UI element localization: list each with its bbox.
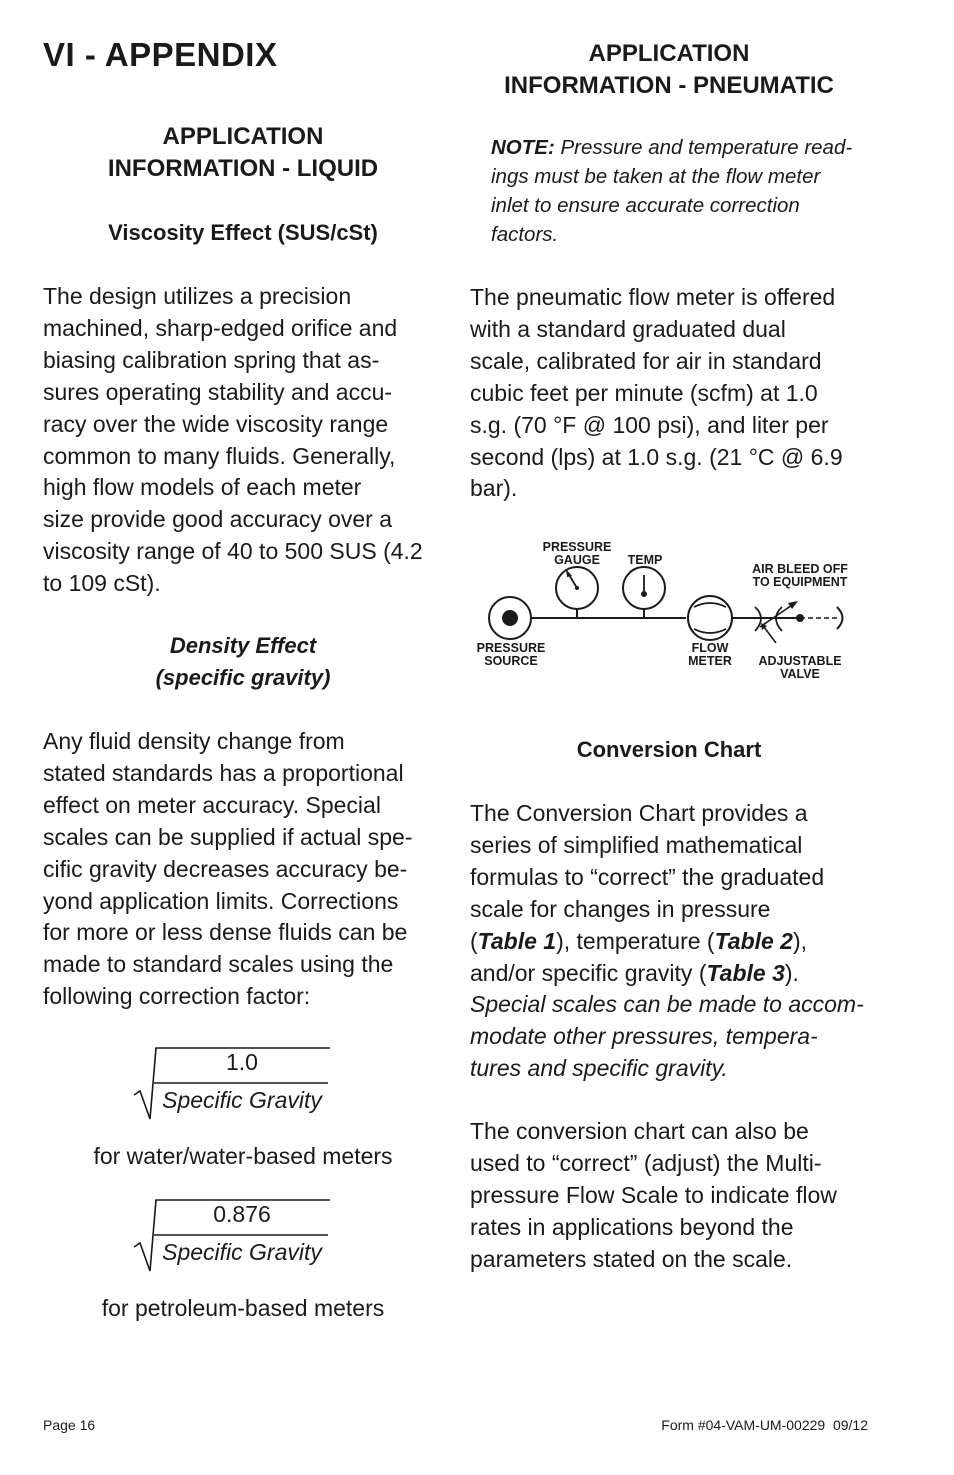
formula-denominator: Specific Gravity	[162, 1087, 322, 1113]
text-line: rates in applications beyond the	[470, 1213, 794, 1240]
text-line: machined, sharp-edged orifice and	[43, 314, 398, 341]
label-line: SOURCE	[484, 654, 538, 668]
density-paragraph	[43, 726, 453, 1013]
pneumatic-heading	[470, 38, 868, 102]
conversion-chart-heading: Conversion Chart	[576, 737, 762, 762]
conversion-paragraph	[470, 798, 880, 1085]
label-pressure-gauge	[533, 541, 621, 567]
text-line: sures operating stability and accu-	[43, 378, 393, 405]
density-heading	[43, 630, 443, 694]
form-number: Form #04-VAM-UM-00229 09/12	[661, 1417, 868, 1433]
text-line: scale, calibrated for air in standard	[470, 347, 822, 374]
label-flow-meter	[680, 642, 740, 668]
text-line: The design utilizes a precision	[43, 283, 352, 309]
text-line: yond application limits. Corrections	[43, 887, 399, 914]
label-line: METER	[688, 654, 732, 668]
text-line: ings must be taken at the flow meter	[491, 165, 821, 188]
text-line: effect on meter accuracy. Special	[43, 791, 381, 818]
viscosity-paragraph	[43, 281, 453, 600]
text-line: factors.	[491, 223, 559, 246]
text-line: common to many fluids. Generally,	[43, 442, 396, 469]
conversion-extra-paragraph	[470, 1116, 880, 1276]
text-line: formulas to “correct” the graduated	[470, 863, 825, 890]
pneumatic-heading-line2: INFORMATION - PNEUMATIC	[504, 72, 834, 99]
note-label: NOTE:	[491, 136, 555, 159]
text-line: second (lps) at 1.0 s.g. (21 °C @ 6.9	[470, 443, 843, 470]
formula-denominator: Specific Gravity	[162, 1239, 322, 1265]
text-fragment: ),	[792, 927, 808, 954]
text-line: high flow models of each meter	[43, 474, 362, 501]
text-line: The Conversion Chart provides a	[470, 800, 808, 826]
label-line: PRESSURE	[542, 540, 612, 554]
page-number: Page 16	[43, 1417, 96, 1433]
label-line: PRESSURE	[476, 641, 546, 655]
label-line: ADJUSTABLE	[758, 654, 842, 668]
formula-numerator: 0.876	[213, 1201, 271, 1227]
text-line: used to “correct” (adjust) the Multi-	[470, 1149, 822, 1176]
text-line: inlet to ensure accurate correction	[491, 194, 800, 217]
label-line: VALVE	[780, 667, 820, 681]
pneumatic-heading-line1: APPLICATION	[588, 40, 750, 67]
text-line: bar).	[470, 475, 518, 502]
text-line: pressure Flow Scale to indicate flow	[470, 1181, 837, 1208]
text-line: cific gravity decreases accuracy be-	[43, 855, 408, 882]
density-heading-line1: Density Effect	[169, 633, 317, 658]
text-line: scale for changes in pressure	[470, 895, 771, 922]
label-temp: TEMP	[627, 553, 663, 567]
text-line: scales can be supplied if actual spe-	[43, 823, 413, 850]
liquid-heading-line1: APPLICATION	[162, 123, 324, 150]
text-line: Any fluid density change from	[43, 728, 345, 754]
text-line: biasing calibration spring that as-	[43, 346, 380, 373]
table-reference: Table 2	[714, 927, 793, 954]
label-air-bleed	[740, 563, 860, 589]
pneumatic-setup-diagram	[470, 535, 870, 685]
text-line: tures and specific gravity.	[470, 1055, 728, 1082]
viscosity-heading: Viscosity Effect (SUS/cSt)	[108, 220, 378, 245]
text-line: The conversion chart can also be	[470, 1118, 809, 1144]
liquid-heading	[43, 121, 443, 185]
text-fragment: ).	[784, 959, 799, 986]
text-fragment: ), temperature (	[556, 927, 715, 954]
text-line: with a standard graduated dual	[470, 315, 786, 342]
text-line: Special scales can be made to accom-	[470, 991, 864, 1018]
text-line: for more or less dense fluids can be	[43, 919, 408, 946]
text-line: s.g. (70 °F @ 100 psi), and liter per	[470, 411, 829, 438]
text-line: racy over the wide viscosity range	[43, 410, 389, 437]
text-line: parameters stated on the scale.	[470, 1245, 793, 1272]
correction-formula-water	[132, 1045, 332, 1121]
page-title: VI - APPENDIX	[43, 36, 278, 73]
table-reference: Table 1	[477, 927, 557, 954]
pneumatic-intro-paragraph	[470, 282, 880, 505]
text-line: size provide good accuracy over a	[43, 506, 393, 533]
text-line: modate other pressures, tempera-	[470, 1023, 818, 1050]
formula-petroleum-caption: for petroleum-based meters	[101, 1295, 385, 1321]
label-line: AIR BLEED OFF	[752, 562, 848, 576]
text-line: to 109 cSt).	[43, 570, 161, 597]
pneumatic-note	[491, 133, 871, 249]
text-line: Pressure and temperature read-	[554, 136, 853, 159]
label-line: FLOW	[691, 641, 729, 655]
text-fragment: and/or specific gravity (	[470, 959, 707, 986]
text-fragment: (	[470, 927, 478, 954]
density-heading-line2: (specific gravity)	[155, 665, 331, 690]
table-reference: Table 3	[706, 959, 785, 986]
text-line: following correction factor:	[43, 983, 311, 1010]
label-line: TO EQUIPMENT	[752, 575, 848, 589]
text-line: made to standard scales using the	[43, 951, 394, 978]
formula-numerator: 1.0	[226, 1049, 258, 1075]
text-line: stated standards has a proportional	[43, 759, 404, 786]
label-pressure-source	[470, 642, 552, 668]
text-line: series of simplified mathematical	[470, 831, 803, 858]
formula-water-caption: for water/water-based meters	[93, 1143, 393, 1169]
text-line: viscosity range of 40 to 500 SUS (4.2	[43, 538, 423, 565]
text-line: The pneumatic flow meter is offered	[470, 284, 836, 310]
text-line: cubic feet per minute (scfm) at 1.0	[470, 379, 818, 406]
label-line: GAUGE	[554, 553, 600, 567]
correction-formula-petroleum	[132, 1197, 332, 1273]
liquid-heading-line2: INFORMATION - LIQUID	[107, 155, 379, 182]
label-adjustable-valve	[750, 655, 850, 681]
